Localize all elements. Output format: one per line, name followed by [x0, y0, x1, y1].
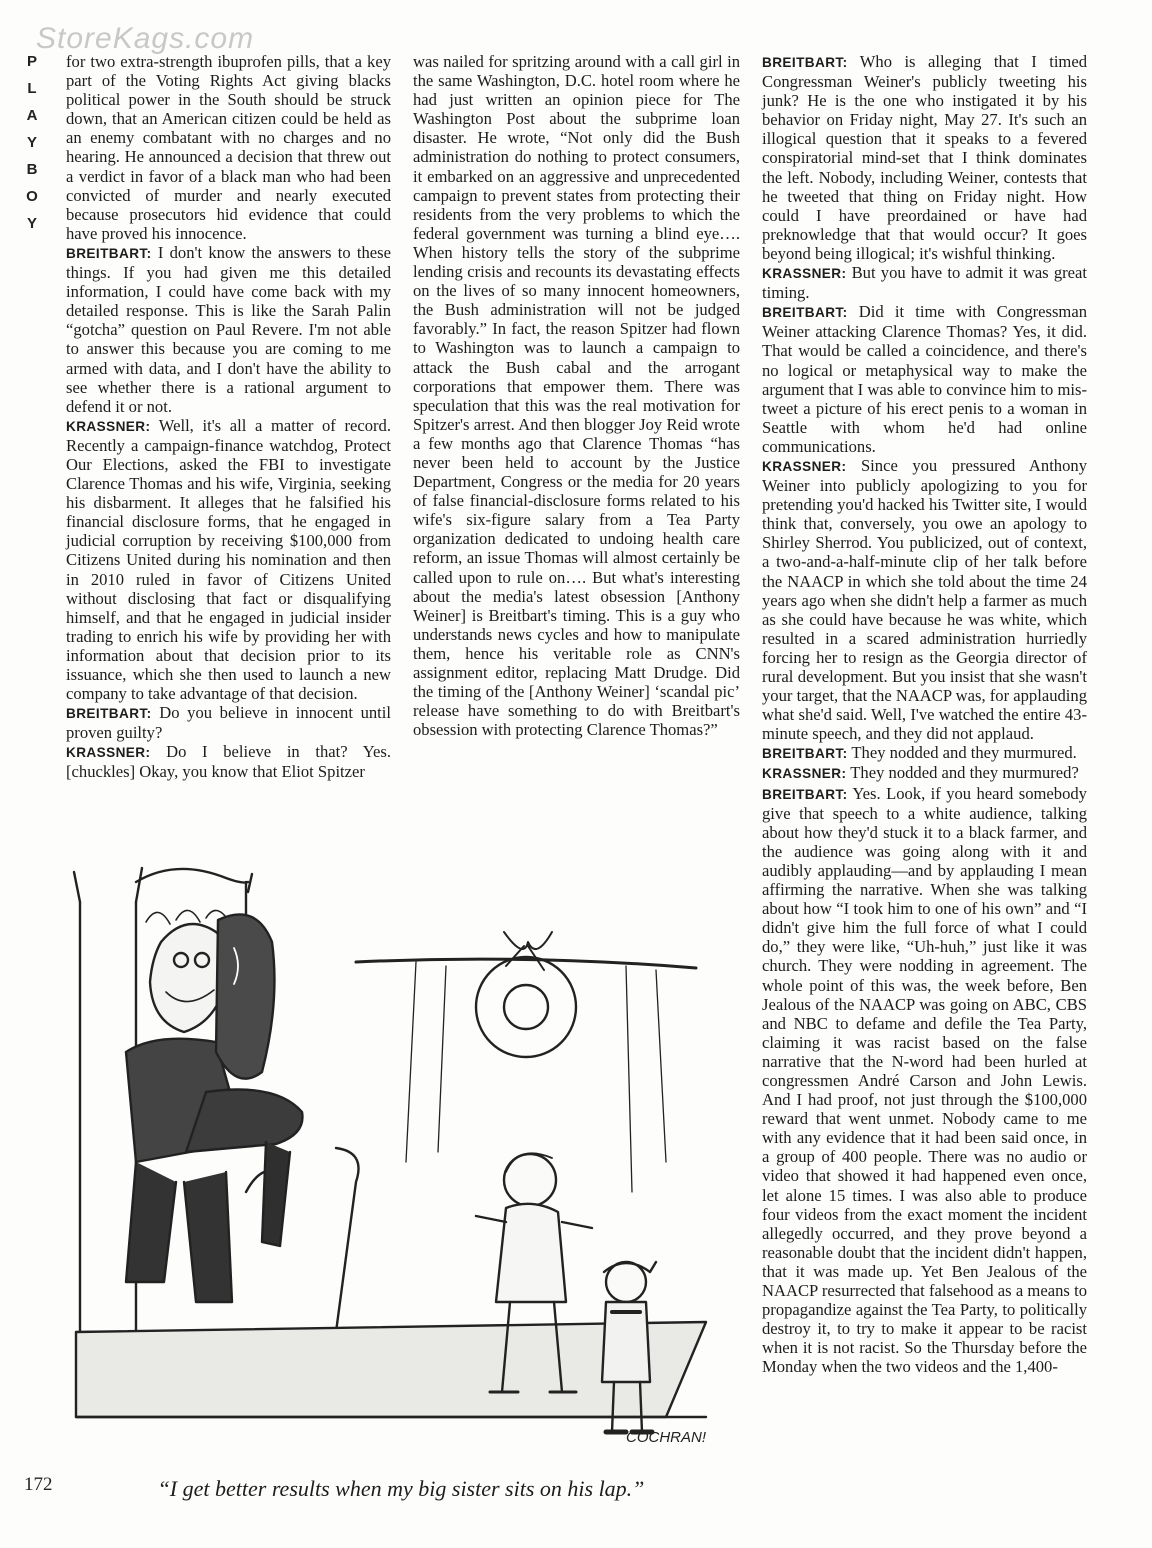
speaker-label: BREITBART:: [66, 245, 152, 261]
speaker-label: KRASSNER:: [762, 266, 847, 282]
speaker-label: BREITBART:: [762, 305, 848, 321]
speaker-label: KRASSNER:: [762, 766, 847, 782]
paragraph-text: They nodded and they murmured?: [850, 763, 1079, 783]
logo-letter: A: [26, 107, 38, 124]
text-column-2: [413, 52, 740, 739]
paragraph-text: They nodded and they murmured.: [851, 743, 1077, 763]
interview-paragraph: [762, 52, 1087, 263]
magazine-logo-vertical: [22, 48, 42, 237]
speaker-label: KRASSNER:: [66, 745, 151, 761]
cartoon-caption: “I get better results when my big sister sits on his lap.”: [157, 1476, 645, 1501]
logo-letter: B: [26, 161, 38, 178]
logo-letter: O: [26, 188, 38, 205]
interview-paragraph: [66, 52, 391, 243]
interview-paragraph: [762, 784, 1087, 1377]
interview-paragraph: [762, 302, 1087, 456]
interview-paragraph: [66, 416, 391, 703]
interview-paragraph: [66, 703, 391, 742]
paragraph-text: Yes. Look, if you heard somebody give that speech to a white audience, talking about how they'd stuck it to a black farmer, and the audience was going along with it and audibly applauding—and by applauding I mean affirming the narrative. When she was talking about how “I took him to one of his own” and “I didn't give him the full force of what I could do,” they were like, “Uh-huh,” just like it was church. They were nodding in agreement. The whole point of this was, the week before, Ben Jealous of the NAACP was going on ABC, CBS and NBC to defame and defile the Tea Party, claiming it was racist based on the false narrative that the N-word had been hurled at congressmen André Carson and John Lewis. And I had proof, not just through the $100,000 reward that went unmet. Nobody came to me with any evidence that it had been said once, in a group of 400 people. There was no audio or video that showed it had happened even once, let alone 15 times. I was also able to produce four videos from the exact moment the incident allegedly occurred, and they prove beyond a reasonable doubt that the incident didn't happen, that it was made up. Yet Ben Jealous of the NAACP resurrected that falsehood as a means to propagandize against the Tea Party, to politically destroy it, to try to make it appear to be racist when it is not racist. So the Thursday before the Monday when the two videos and the 1,400-: [762, 783, 1087, 1377]
paragraph-text: Since you pressured Anthony Weiner into publicly apologizing to you for pretending you'd hacked his Twitter site, I would think that, conversely, you owe an apology to Shirley Sherrod. You publicized, out of context, a two-and-a-half-minute clip of her talk before the NAACP in which she told about the time 24 years ago when she didn't help a farmer as much as she could have because he was white, which resulted in a scared administration hurriedly forcing her to resign as the Georgia director of rural development. But you insist that she wasn't your target, that the NAACP was, for applauding what she'd said. Well, I've watched the entire 43-minute speech, and they did not applaud.: [762, 455, 1087, 744]
cartoon-signature: COCHRAN!: [625, 1429, 707, 1446]
speaker-label: BREITBART:: [762, 746, 848, 762]
interview-paragraph: [762, 456, 1087, 743]
watermark: StoreKags.com: [36, 22, 255, 55]
paragraph-text: Do you believe in innocent until proven guilty?: [66, 703, 391, 743]
interview-paragraph: [413, 52, 740, 739]
speaker-label: BREITBART:: [762, 786, 848, 802]
paragraph-text: was nailed for spritzing around with a call girl in the same Washington, D.C. hotel room where he had just written an opinion piece for The Washington Post about the subprime loan disaster. He wrote, “Not only did the Bush administration do nothing to protect consumers, it embarked on an aggressive and unprecedented campaign to prevent states from protecting their residents from the very problems to which the federal government was turning a blind eye…. When history tells the story of the subprime lending crisis and recounts its devastating effects on the lives of so many innocent homeowners, the Bush administration will not be judged favorably.” In fact, the reason Spitzer had flown to Washington was to launch a campaign to attack the Bush cabal and the arrogant corporations that empower them. There was speculation that this was the real motivation for Spitzer's arrest. And then blogger Joy Reid wrote a few months ago that Clarence Thomas “has never been held to account by the Justice Department, Congress or the media for 20 years of false financial-disclosure forms related to his wife's six-figure salary from a Tea Party organization dedicated to undoing health care reform, an issue Thomas will almost certainly be called upon to rule on…. But what's interesting about the media's latest obsession [Anthony Weiner] is Breitbart's timing. This is a guy who understands news cycles and how to manipulate them, hence his veritable role as CNN's assignment editor, replacing Matt Drudge. Did the timing of the [Anthony Weiner] ‘scandal pic’ release have something to do with Breitbart's obsession with protecting Clarence Thomas?”: [413, 52, 740, 740]
paragraph-text: I don't know the answers to these things. If you had given me this detailed information, I could have come back with my detailed response. This is like the Sarah Palin “gotcha” question on Paul Revere. I'm not able to answer this because you are coming to me armed with data, and I don't have the ability to see whether there is a rational argument to defend it or not.: [66, 242, 391, 416]
speaker-label: BREITBART:: [66, 706, 152, 722]
speaker-label: KRASSNER:: [762, 458, 847, 474]
page-number: 172: [24, 1474, 53, 1495]
paragraph-text: Who is alleging that I timed Congressman Weiner's publicly tweeting his junk? He is the one who instigated it by his behavior on Friday night, May 27. It's such an illogical question that it speaks to a fevered conspiratorial mind-set that I think dominates the left. Nobody, including Weiner, contests that he tweeted that thing on Friday night. How could I have preordained or have had preknowledge that that would occur? It goes beyond being illogical; it's wishful thinking.: [762, 52, 1087, 263]
interview-paragraph: [66, 243, 391, 416]
logo-letter: Y: [26, 215, 37, 232]
paragraph-text: Did it time with Congressman Weiner attacking Clarence Thomas? Yes, it did. That would be called a coincidence, and there's no logical or metaphysical way to make the argument that I was able to convince him to mis-tweet a picture of his erect penis to a woman in Seattle with whom he'd had online communications.: [762, 302, 1087, 456]
cartoon-illustration: [66, 862, 736, 1462]
logo-letter: L: [27, 80, 37, 97]
logo-letter: Y: [26, 134, 37, 151]
interview-paragraph: [762, 763, 1087, 783]
paragraph-text: Well, it's all a matter of record. Recently a campaign-finance watchdog, Protect Our Elections, asked the FBI to investigate Clarence Thomas and his wife, Virginia, seeking his disbarment. It alleges that he falsified his financial disclosure forms, that he engaged in judicial corruption by receiving $100,000 from Citizens United during his nomination and then in 2010 ruled in favor of Citizens United without disclosing that fact or disqualifying himself, and that he engaged in judicial insider trading to enrich his wife by providing her with information about that decision prior to its issuance, which she then used to launch a new company to take advantage of that decision.: [66, 415, 391, 704]
paragraph-text: But you have to admit it was great timing.: [762, 263, 1087, 303]
paragraph-text: Do I believe in that? Yes. [chuckles] Okay, you know that Eliot Spitzer: [66, 742, 391, 782]
interview-paragraph: [762, 263, 1087, 302]
speaker-label: KRASSNER:: [66, 418, 151, 434]
paragraph-text: for two extra-strength ibuprofen pills, that a key part of the Voting Rights Act giving blacks political power in the South should be struck down, that an American citizen could be held as an enemy combatant with no charges and no hearing. He announced a decision that threw out a verdict in favor of a black man who had been convicted of murder and nearly executed because prosecutors hid evidence that could have proved his innocence.: [66, 52, 391, 243]
speaker-label: BREITBART:: [762, 55, 848, 70]
text-column-3: [762, 52, 1087, 1376]
interview-paragraph: [66, 742, 391, 781]
interview-paragraph: [762, 743, 1087, 763]
text-column-1: [66, 52, 391, 782]
logo-letter: P: [26, 53, 37, 70]
